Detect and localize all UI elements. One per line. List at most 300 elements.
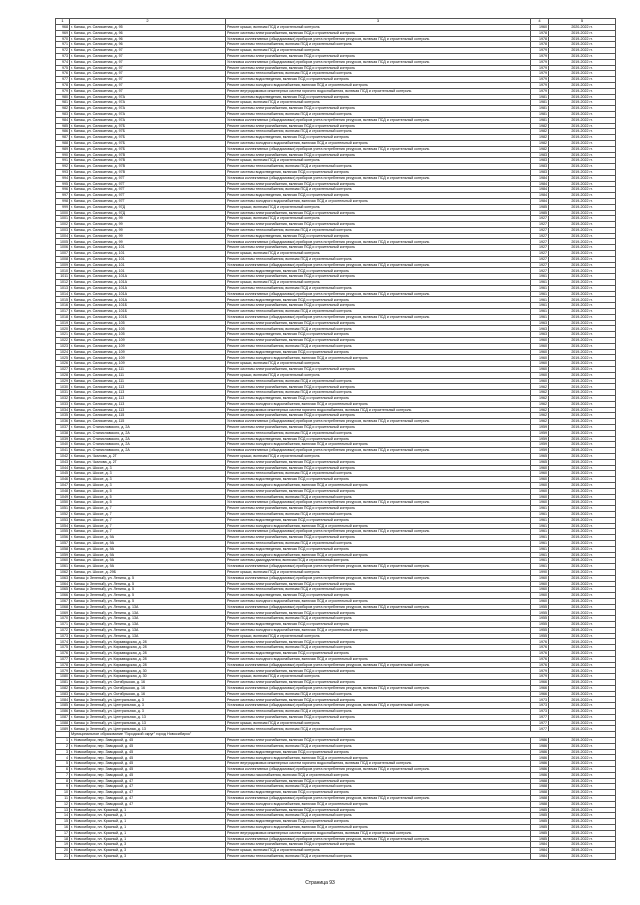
row-number-cell: 1079	[56, 668, 70, 674]
period-cell: 2019-2022 гг.	[549, 714, 616, 720]
period-cell: 2019-2022 гг.	[549, 401, 616, 407]
row-number-cell: 7	[56, 772, 70, 778]
row-number-cell: 999	[56, 204, 70, 210]
year-cell: 1983	[531, 152, 549, 158]
column-number: 1	[56, 19, 70, 25]
year-cell: 1960	[531, 593, 549, 599]
period-cell: 2019-2022 гг.	[549, 320, 616, 326]
address-cell: г. Канаш (с Зеленый), ул. Ленина, д. 13А	[70, 633, 226, 639]
address-cell: г. Канаш, ул. Силикатная, д. 113	[70, 401, 226, 407]
period-cell: 2019-2022 гг.	[549, 610, 616, 616]
work-type-cell: Ремонт системы водоотведения, включая ПСД и строительный контроль	[226, 297, 531, 303]
period-cell: 2019-2022 гг.	[549, 459, 616, 465]
period-cell: 2019-2022 гг.	[549, 598, 616, 604]
period-cell: 2019-2022 гг.	[549, 465, 616, 471]
row-number-cell: 977	[56, 77, 70, 83]
work-type-cell: Установка коллективных (общедомовых) приборов учета потребления ресурсов, включая ПСД и строительный контроль	[226, 703, 531, 709]
period-cell: 2019-2022 гг.	[549, 430, 616, 436]
year-cell: 1985	[531, 210, 549, 216]
row-number-cell: 1027	[56, 367, 70, 373]
year-cell: 1979	[531, 65, 549, 71]
period-cell: 2019-2022 гг.	[549, 709, 616, 715]
row-number-cell: 1035	[56, 413, 70, 419]
period-cell: 2019-2022 гг.	[549, 314, 616, 320]
period-cell: 2019-2022 гг.	[549, 795, 616, 801]
address-cell: г. Канаш (с Зеленый), ул. Октябрьская, д. 16	[70, 691, 226, 697]
row-number-cell: 980	[56, 94, 70, 100]
address-cell: г. Новосибирск, пер. Заводской, д. 47	[70, 790, 226, 796]
year-cell: 1979	[531, 71, 549, 77]
year-cell: 1976	[531, 651, 549, 657]
row-number-cell: 1066	[56, 593, 70, 599]
year-cell: 1961	[531, 540, 549, 546]
address-cell: г. Новосибирск, пл. Красный, д. 1	[70, 830, 226, 836]
address-cell: г. Канаш, ул. Силикатная, д. 105	[70, 332, 226, 338]
period-cell: 2019-2022 гг.	[549, 836, 616, 842]
works-table	[55, 18, 616, 860]
year-cell: 1927	[531, 251, 549, 257]
work-type-cell: Ремонт крыши, включая ПСД и строительный контроль	[226, 848, 531, 854]
period-cell: 2019-2022 гг.	[549, 59, 616, 65]
period-cell: 2019-2022 гг.	[549, 239, 616, 245]
work-type-cell: Ремонт крыши, включая ПСД и строительный контроль	[226, 251, 531, 257]
address-cell: г. Канаш, ул. Силикатная, д. 109	[70, 343, 226, 349]
period-cell: 2019-2022 гг.	[549, 193, 616, 199]
work-type-cell: Ремонт внутридомовых инженерных систем горячего водоснабжения, включая ПСД и строительный контроль	[226, 830, 531, 836]
year-cell: 1959	[531, 424, 549, 430]
work-type-cell: Ремонт системы электроснабжения, включая ПСД и строительный контроль	[226, 152, 531, 158]
period-cell: 2019-2022 гг.	[549, 424, 616, 430]
year-cell: 1962	[531, 384, 549, 390]
year-cell: 1959	[531, 430, 549, 436]
year-cell: 1927	[531, 222, 549, 228]
period-cell: 2019-2022 гг.	[549, 268, 616, 274]
row-number-cell: 1089	[56, 726, 70, 732]
row-number-cell: 1077	[56, 656, 70, 662]
row-number-cell: 1039	[56, 436, 70, 442]
period-cell: 2019-2022 гг.	[549, 703, 616, 709]
row-number-cell: 1056	[56, 535, 70, 541]
year-cell: 1984	[531, 193, 549, 199]
year-cell: 1927	[531, 245, 549, 251]
work-type-cell: Ремонт крыши, включая ПСД и строительный контроль	[226, 100, 531, 106]
column-number: 5	[549, 19, 616, 25]
row-number-cell: 1052	[56, 511, 70, 517]
period-cell: 2020-2022 гг.	[549, 25, 616, 31]
work-type-cell: Установка коллективных (общедомовых) приборов учета потребления ресурсов, включая ПСД и строительный контроль	[226, 59, 531, 65]
row-number-cell: 1043	[56, 459, 70, 465]
address-cell: г. Новосибирск, пер. Заводской, д. 47	[70, 784, 226, 790]
address-cell: г. Канаш, ул. Шоссе, д. 7	[70, 523, 226, 529]
row-number-cell: 1021	[56, 332, 70, 338]
year-cell: 1973	[531, 709, 549, 715]
period-cell: 2019-2022 гг.	[549, 251, 616, 257]
year-cell: 1981	[531, 117, 549, 123]
address-cell: г. Канаш, ул. Силикатная, д. 97	[70, 59, 226, 65]
row-number-cell: 1001	[56, 216, 70, 222]
row-number-cell: 969	[56, 30, 70, 36]
address-cell: г. Канаш, ул. Силикатная, д. 101	[70, 268, 226, 274]
year-cell: 1985	[531, 204, 549, 210]
row-number-cell: 1081	[56, 680, 70, 686]
year-cell: 1979	[531, 88, 549, 94]
period-cell: 2019-2022 гг.	[549, 685, 616, 691]
year-cell: 1986	[531, 767, 549, 773]
work-type-cell: Ремонт системы электроснабжения, включая ПСД и строительный контроль	[226, 488, 531, 494]
period-cell: 2019-2022 гг.	[549, 587, 616, 593]
address-cell: г. Канаш, ул. Силикатная, д. 97В	[70, 152, 226, 158]
address-cell: г. Канаш, ул. Шоссе, д. 3	[70, 465, 226, 471]
year-cell: 1927	[531, 262, 549, 268]
work-type-cell: Ремонт системы водоотведения, включая ПСД и строительный контроль	[226, 332, 531, 338]
work-type-cell: Ремонт крыши, включая ПСД и строительный контроль	[226, 674, 531, 680]
work-type-cell: Ремонт системы водоотведения, включая ПСД и строительный контроль	[226, 169, 531, 175]
address-cell: г. Канаш, ул. Силикатная, д. 113	[70, 396, 226, 402]
period-cell: 2019-2022 гг.	[549, 558, 616, 564]
address-cell: г. Канаш, ул. Силикатная, д. 97	[70, 48, 226, 54]
row-number-cell: 1059	[56, 552, 70, 558]
year-cell: 1985	[531, 819, 549, 825]
address-cell: г. Канаш, ул. Силикатная, д. 97Д	[70, 210, 226, 216]
address-cell: г. Канаш (с Зеленый), ул. Октябрьская, д. 16	[70, 685, 226, 691]
year-cell: 1976	[531, 645, 549, 651]
year-cell: 1984	[531, 842, 549, 848]
address-cell: г. Канаш (с Зеленый), ул. Ленина, д. 13А	[70, 604, 226, 610]
row-number-cell: 1000	[56, 210, 70, 216]
period-cell: 2019-2022 гг.	[549, 848, 616, 854]
work-type-cell: Установка коллективных (общедомовых) приборов учета потребления ресурсов, включая ПСД и строительный контроль	[226, 146, 531, 152]
year-cell: 1984	[531, 853, 549, 859]
address-cell: г. Канаш, ул. Шоссе, д. 5	[70, 488, 226, 494]
address-cell: г. Новосибирск, пл. Красный, д. 1	[70, 819, 226, 825]
period-cell: 2019-2022 гг.	[549, 53, 616, 59]
address-cell: г. Канаш, ул. Шоссе, д. 9А	[70, 546, 226, 552]
period-cell: 2019-2022 гг.	[549, 830, 616, 836]
year-cell: 1978	[531, 30, 549, 36]
year-cell: 1960	[531, 482, 549, 488]
year-cell: 1985	[531, 824, 549, 830]
address-cell: г. Канаш, ул. Силикатная, д. 101Б	[70, 303, 226, 309]
table-body	[56, 19, 616, 860]
address-cell: г. Канаш, ул. Силикатная, д. 96	[70, 42, 226, 48]
address-cell: г. Новосибирск, пер. Заводской, д. 45	[70, 738, 226, 744]
period-cell: 2019-2022 гг.	[549, 407, 616, 413]
address-cell: г. Канаш, ул. Силикатная, д. 97А	[70, 117, 226, 123]
row-number-cell: 1082	[56, 685, 70, 691]
address-cell: г. Канаш, ул. Шоссе, д. 7	[70, 506, 226, 512]
work-type-cell: Ремонт системы теплоснабжения, включая ПСД и строительный контроль	[226, 430, 531, 436]
year-cell: 1962	[531, 419, 549, 425]
year-cell: 1963	[531, 326, 549, 332]
row-number-cell: 1032	[56, 396, 70, 402]
row-number-cell: 1040	[56, 442, 70, 448]
row-number-cell: 1068	[56, 604, 70, 610]
period-cell: 2019-2022 гг.	[549, 146, 616, 152]
address-cell: г. Канаш (с Зеленый), ул. Центральная, д. 13	[70, 720, 226, 726]
year-cell: 1960	[531, 465, 549, 471]
address-cell: г. Канаш, ул. Силикатная, д. 99	[70, 222, 226, 228]
work-type-cell: Ремонт крыши, включая ПСД и строительный контроль	[226, 158, 531, 164]
row-number-cell: 1064	[56, 581, 70, 587]
year-cell: 1927	[531, 239, 549, 245]
row-number-cell: 1013	[56, 285, 70, 291]
year-cell: 1984	[531, 187, 549, 193]
row-number-cell: 997	[56, 193, 70, 199]
year-cell: 1962	[531, 396, 549, 402]
work-type-cell: Ремонт системы электроснабжения, включая ПСД и строительный контроль	[226, 535, 531, 541]
year-cell: 1960	[531, 471, 549, 477]
address-cell: г. Канаш, ул. Силикатная, д. 97	[70, 65, 226, 71]
year-cell: 1959	[531, 448, 549, 454]
row-number-cell: 1088	[56, 720, 70, 726]
period-cell: 2019-2022 гг.	[549, 94, 616, 100]
address-cell: г. Канаш, ул. Станиславского, д. 2А	[70, 436, 226, 442]
year-cell: 1961	[531, 297, 549, 303]
table-row	[56, 853, 616, 859]
work-type-cell: Ремонт внутридомовых инженерных систем горячего водоснабжения, включая ПСД и строительный контроль	[226, 407, 531, 413]
work-type-cell: Ремонт системы электроснабжения, включая ПСД и строительный контроль	[226, 413, 531, 419]
work-type-cell: Установка коллективных (общедомовых) приборов учета потребления ресурсов, включая ПСД и строительный контроль	[226, 36, 531, 42]
period-cell: 2019-2022 гг.	[549, 593, 616, 599]
address-cell: г. Канаш, ул. Силикатная, д. 113	[70, 384, 226, 390]
year-cell: 1961	[531, 529, 549, 535]
year-cell: 1962	[531, 407, 549, 413]
row-number-cell: 970	[56, 36, 70, 42]
period-cell: 2019-2022 гг.	[549, 216, 616, 222]
row-number-cell: 1005	[56, 239, 70, 245]
row-number-cell: 1	[56, 738, 70, 744]
address-cell: г. Канаш, ул. Силикатная, д. 97	[70, 71, 226, 77]
row-number-cell: 1016	[56, 303, 70, 309]
year-cell: 1961	[531, 552, 549, 558]
period-cell: 2019-2022 гг.	[549, 767, 616, 773]
period-cell: 2019-2022 гг.	[549, 285, 616, 291]
year-cell: 1963	[531, 332, 549, 338]
row-number-cell: 1078	[56, 662, 70, 668]
row-number-cell: 1038	[56, 430, 70, 436]
work-type-cell: Ремонт системы электроснабжения, включая ПСД и строительный контроль	[226, 459, 531, 465]
row-number-cell: 1019	[56, 320, 70, 326]
period-cell: 2019-2022 гг.	[549, 668, 616, 674]
address-cell: г. Канаш, ул. Силикатная, д. 105	[70, 326, 226, 332]
address-cell: г. Канаш, ул. Чкалова, д. 2Г	[70, 459, 226, 465]
address-cell: г. Канаш, ул. Силикатная, д. 96	[70, 36, 226, 42]
address-cell: г. Канаш, ул. Силикатная, д. 101Б	[70, 314, 226, 320]
address-cell: г. Канаш, ул. Шоссе, д. 5	[70, 494, 226, 500]
address-cell: г. Канаш, ул. Силикатная, д. 101Б	[70, 309, 226, 315]
address-cell: г. Новосибирск, пер. Заводской, д. 45	[70, 767, 226, 773]
work-type-cell: Ремонт крыши, включая ПСД и строительный контроль	[226, 204, 531, 210]
period-cell: 2019-2022 гг.	[549, 511, 616, 517]
period-cell: 2019-2022 гг.	[549, 175, 616, 181]
work-type-cell: Ремонт системы теплоснабжения, включая ПСД и строительный контроль	[226, 511, 531, 517]
address-cell: г. Канаш (с Зеленый), ул. Ленина, д. 13А	[70, 616, 226, 622]
row-number-cell: 1023	[56, 343, 70, 349]
work-type-cell: Ремонт системы холодного водоснабжения, включая ПСД и строительный контроль	[226, 552, 531, 558]
address-cell: г. Новосибирск, пер. Заводской, д. 47	[70, 795, 226, 801]
year-cell: 1961	[531, 274, 549, 280]
row-number-cell: 982	[56, 106, 70, 112]
work-type-cell: Ремонт системы теплоснабжения, включая ПСД и строительный контроль	[226, 326, 531, 332]
work-type-cell: Ремонт системы теплоснабжения, включая ПСД и строительный контроль	[226, 813, 531, 819]
year-cell: 1986	[531, 755, 549, 761]
year-cell: 1960	[531, 575, 549, 581]
address-cell: г. Канаш (с Зеленый), ул. Кирзаводская, д. 28	[70, 645, 226, 651]
period-cell: 2019-2022 гг.	[549, 662, 616, 668]
year-cell: 1984	[531, 181, 549, 187]
address-cell: г. Канаш, ул. Силикатная, д. 99	[70, 227, 226, 233]
year-cell: 1959	[531, 442, 549, 448]
row-number-cell: 983	[56, 111, 70, 117]
address-cell: г. Канаш, ул. Силикатная, д. 109	[70, 355, 226, 361]
work-type-cell: Ремонт системы холодного водоснабжения, включая ПСД и строительный контроль	[226, 401, 531, 407]
year-cell: 1962	[531, 413, 549, 419]
year-cell: 1986	[531, 749, 549, 755]
work-type-cell: Ремонт крыши, включая ПСД и строительный контроль	[226, 216, 531, 222]
year-cell: 1961	[531, 309, 549, 315]
row-number-cell: 1046	[56, 477, 70, 483]
period-cell: 2019-2022 гг.	[549, 622, 616, 628]
year-cell: 1985	[531, 813, 549, 819]
address-cell: г. Канаш, ул. Силикатная, д. 111	[70, 372, 226, 378]
column-number: 2	[70, 19, 226, 25]
period-cell: 2019-2022 гг.	[549, 726, 616, 732]
address-cell: г. Канаш (с Зеленый), ул. Ленина, д. 13А	[70, 610, 226, 616]
period-cell: 2019-2022 гг.	[549, 761, 616, 767]
period-cell: 2019-2022 гг.	[549, 651, 616, 657]
address-cell: г. Канаш, ул. Силикатная, д. 99	[70, 216, 226, 222]
year-cell: 1959	[531, 436, 549, 442]
address-cell: г. Канаш, ул. Силикатная, д. 97	[70, 53, 226, 59]
work-type-cell: Ремонт крыши, включая ПСД и строительный контроль	[226, 720, 531, 726]
period-cell: 2019-2022 гг.	[549, 523, 616, 529]
period-cell: 2019-2022 гг.	[549, 77, 616, 83]
year-cell: 1988	[531, 778, 549, 784]
address-cell: г. Канаш (с Зеленый), ул. Центральная, д. 3	[70, 697, 226, 703]
year-cell: 1981	[531, 94, 549, 100]
work-type-cell: Ремонт системы электроснабжения, включая ПСД и строительный контроль	[226, 506, 531, 512]
work-type-cell: Ремонт системы теплоснабжения, включая ПСД и строительный контроль	[226, 743, 531, 749]
row-number-cell: 1087	[56, 714, 70, 720]
period-cell: 2019-2022 гг.	[549, 691, 616, 697]
row-number-cell: 18	[56, 836, 70, 842]
work-type-cell: Ремонт системы электроснабжения, включая ПСД и строительный контроль	[226, 245, 531, 251]
row-number-cell: 990	[56, 152, 70, 158]
year-cell: 1973	[531, 697, 549, 703]
period-cell: 2019-2022 гг.	[549, 291, 616, 297]
period-cell: 2019-2022 гг.	[549, 152, 616, 158]
year-cell: 1982	[531, 146, 549, 152]
work-type-cell: Ремонт системы теплоснабжения, включая ПСД и строительный контроль	[226, 378, 531, 384]
row-number-cell: 981	[56, 100, 70, 106]
period-cell: 2019-2022 гг.	[549, 477, 616, 483]
address-cell: г. Канаш, ул. Силикатная, д. 97В	[70, 164, 226, 170]
period-cell: 2019-2022 гг.	[549, 471, 616, 477]
address-cell: г. Канаш (с Зеленый), ул. Ленина, д. 13А	[70, 627, 226, 633]
work-type-cell: Ремонт системы водоотведения, включая ПСД и строительный контроль	[226, 819, 531, 825]
row-number-cell: 986	[56, 129, 70, 135]
period-cell: 2019-2022 гг.	[549, 117, 616, 123]
work-type-cell: Ремонт системы электроснабжения, включая ПСД и строительный контроль	[226, 210, 531, 216]
work-type-cell: Ремонт системы электроснабжения, включая ПСД и строительный контроль	[226, 639, 531, 645]
row-number-cell: 972	[56, 48, 70, 54]
address-cell: г. Канаш, ул. Шоссе, д. 5	[70, 500, 226, 506]
work-type-cell: Ремонт системы теплоснабжения, включая ПСД и строительный контроль	[226, 164, 531, 170]
year-cell: 1976	[531, 639, 549, 645]
work-type-cell: Ремонт крыши, включая ПСД и строительный контроль	[226, 280, 531, 286]
address-cell: г. Канаш, ул. Шоссе, д. 9А	[70, 564, 226, 570]
period-cell: 2019-2022 гг.	[549, 778, 616, 784]
work-type-cell: Ремонт системы холодного водоснабжения, включая ПСД и строительный контроль	[226, 482, 531, 488]
row-number-cell: 13	[56, 807, 70, 813]
row-number-cell: 1084	[56, 697, 70, 703]
period-cell: 2019-2022 гг.	[549, 390, 616, 396]
row-number-cell: 12	[56, 801, 70, 807]
year-cell: 1960	[531, 343, 549, 349]
address-cell: г. Канаш, ул. Силикатная, д. 97Г	[70, 198, 226, 204]
address-cell: г. Канаш (с Зеленый), ул. Кирзаводская, д. 30	[70, 668, 226, 674]
address-cell: г. Канаш, ул. Силикатная, д. 101А	[70, 297, 226, 303]
period-cell: 2019-2022 гг.	[549, 494, 616, 500]
address-cell: г. Канаш, ул. Шоссе, д. 29Б	[70, 569, 226, 575]
work-type-cell: Ремонт системы электроснабжения, включая ПСД и строительный контроль	[226, 697, 531, 703]
row-number-cell: 1024	[56, 349, 70, 355]
row-number-cell: 1073	[56, 633, 70, 639]
year-cell: 1960	[531, 349, 549, 355]
row-number-cell: 993	[56, 169, 70, 175]
period-cell: 2019-2022 гг.	[549, 453, 616, 459]
period-cell: 2019-2022 гг.	[549, 355, 616, 361]
row-number-cell: 1025	[56, 355, 70, 361]
work-type-cell: Ремонт системы дымоудаления, включая ПСД и строительный контроль	[226, 558, 531, 564]
row-number-cell: 1060	[56, 558, 70, 564]
row-number-cell: 1026	[56, 361, 70, 367]
year-cell: 1960	[531, 598, 549, 604]
period-cell: 2019-2022 гг.	[549, 819, 616, 825]
period-cell: 2019-2022 гг.	[549, 738, 616, 744]
period-cell: 2019-2022 гг.	[549, 442, 616, 448]
row-number-cell: 2	[56, 743, 70, 749]
year-cell: 1984	[531, 175, 549, 181]
period-cell: 2019-2022 гг.	[549, 419, 616, 425]
address-cell: г. Новосибирск, пл. Красный, д. 3	[70, 842, 226, 848]
address-cell: г. Новосибирск, пл. Красный, д. 1	[70, 813, 226, 819]
period-cell: 2019-2022 гг.	[549, 656, 616, 662]
period-cell: 2019-2022 гг.	[549, 801, 616, 807]
address-cell: г. Канаш, ул. Шоссе, д. 3	[70, 471, 226, 477]
work-type-cell: Ремонт системы теплоснабжения, включая ПСД и строительный контроль	[226, 471, 531, 477]
address-cell: г. Канаш, ул. Силикатная, д. 101А	[70, 280, 226, 286]
year-cell: 1983	[531, 164, 549, 170]
year-cell: 1986	[531, 761, 549, 767]
address-cell: г. Канаш, ул. Станиславского, д. 2А	[70, 430, 226, 436]
period-cell: 2019-2022 гг.	[549, 71, 616, 77]
period-cell: 2019-2022 гг.	[549, 575, 616, 581]
work-type-cell: Ремонт системы холодного водоснабжения, включая ПСД и строительный контроль	[226, 140, 531, 146]
period-cell: 2019-2022 гг.	[549, 482, 616, 488]
row-number-cell: 1022	[56, 338, 70, 344]
year-cell: 1961	[531, 523, 549, 529]
work-type-cell: Ремонт системы холодного водоснабжения, включая ПСД и строительный контроль	[226, 355, 531, 361]
address-cell: г. Канаш, ул. Силикатная, д. 97Б	[70, 135, 226, 141]
row-number-cell: 19	[56, 842, 70, 848]
period-cell: 2019-2022 гг.	[549, 853, 616, 859]
address-cell: г. Канаш, ул. Силикатная, д. 101А	[70, 285, 226, 291]
period-cell: 2019-2022 гг.	[549, 448, 616, 454]
row-number-cell: 968	[56, 25, 70, 31]
row-number-cell: 1086	[56, 709, 70, 715]
address-cell: г. Канаш, ул. Шоссе, д. 7	[70, 529, 226, 535]
